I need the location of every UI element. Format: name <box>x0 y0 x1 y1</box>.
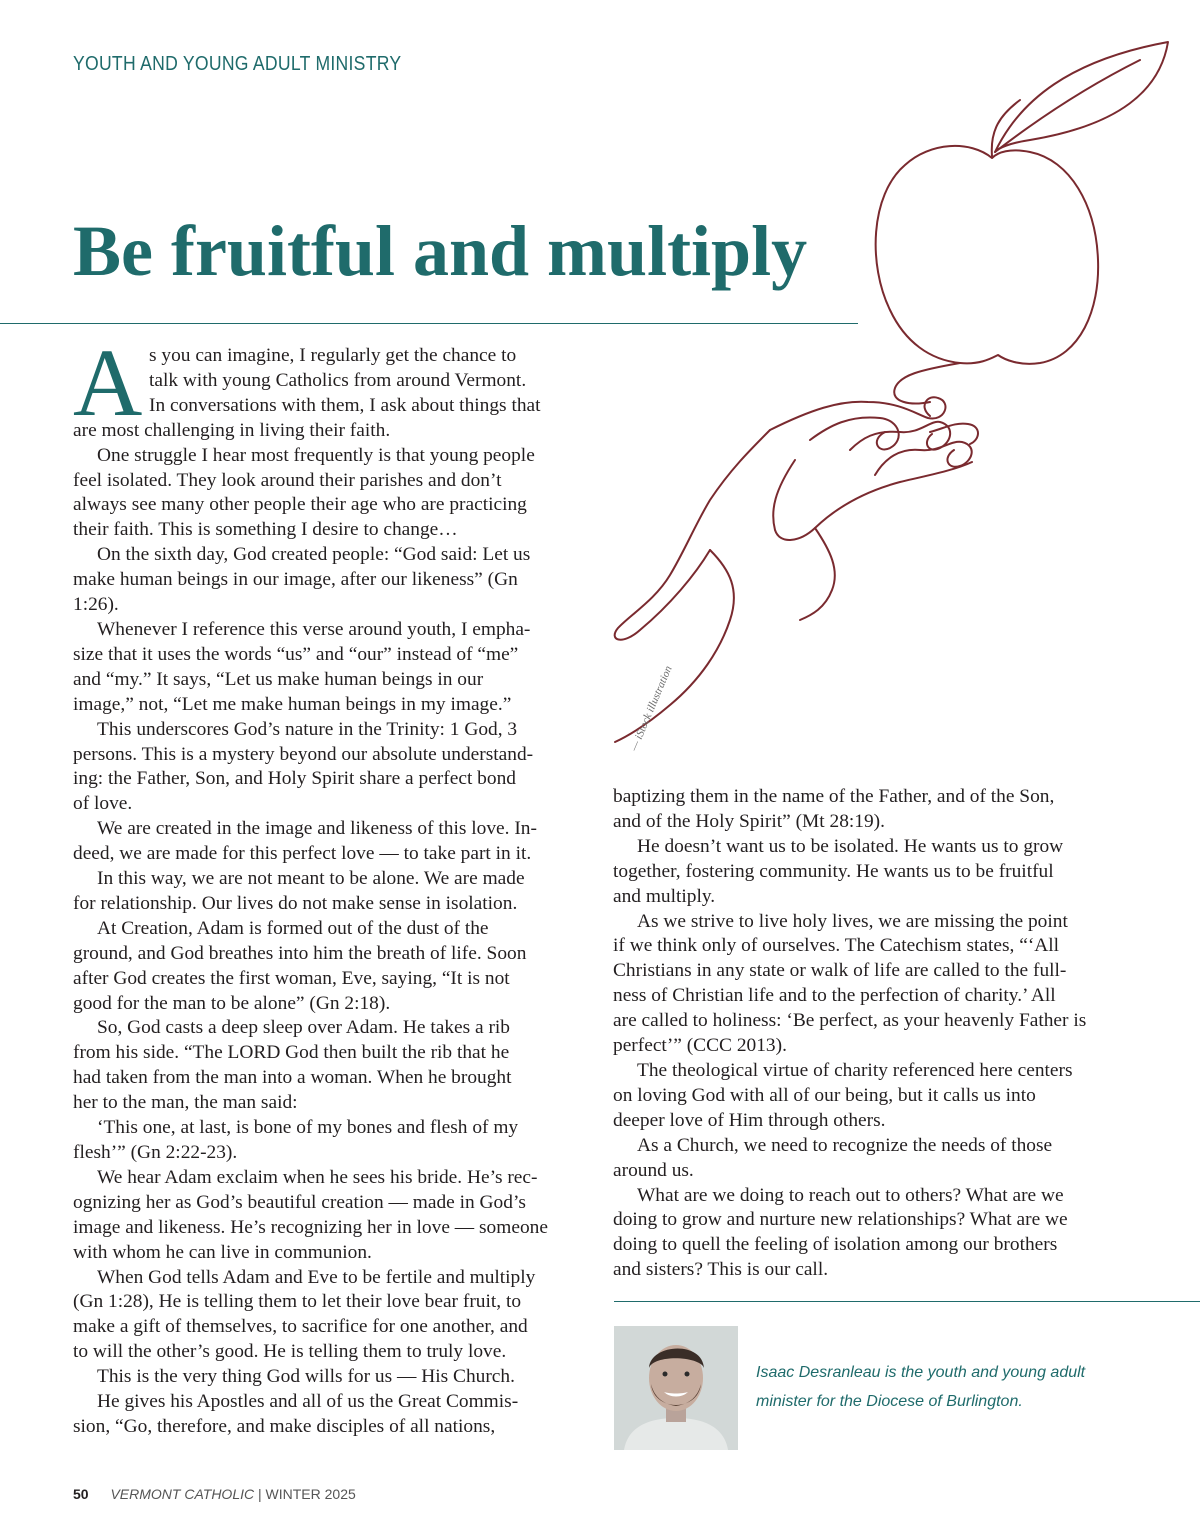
body-line: The theological virtue of charity referenced here centers <box>637 1059 1073 1081</box>
body-line: to will the other’s good. He is telling them to truly love. <box>73 1341 507 1363</box>
article-column-left <box>73 329 593 1440</box>
body-line: around us. <box>613 1159 694 1181</box>
body-line: As we strive to live holy lives, we are missing the point <box>637 910 1068 932</box>
author-bio-line: minister for the Diocese of Burlington. <box>756 1393 1023 1410</box>
bio-divider <box>614 1301 1200 1302</box>
body-line: This underscores God’s nature in the Trinity: 1 God, 3 <box>97 718 518 740</box>
body-line: good for the man to be alone” (Gn 2:18). <box>73 992 391 1014</box>
body-line: if we think only of ourselves. The Catechism states, “‘All <box>613 935 1060 957</box>
body-line: talk with young Catholics from around Vermont. <box>149 369 527 391</box>
body-line: size that it uses the words “us” and “our” instead of “me” <box>73 643 519 665</box>
body-line: ‘This one, at last, is bone of my bones and flesh of my <box>97 1117 519 1139</box>
body-line: In this way, we are not meant to be alone. We are made <box>97 868 525 890</box>
body-line: and sisters? This is our call. <box>613 1259 829 1281</box>
body-line: (Gn 1:28), He is telling them to let their love bear fruit, to <box>73 1291 522 1313</box>
image-credit: — iStock illustration <box>628 664 675 753</box>
page-number: 50 <box>73 1486 89 1502</box>
body-line: ground, and God breathes into him the breath of life. Soon <box>73 942 527 964</box>
drop-cap: A <box>73 329 143 436</box>
page-footer <box>73 1486 356 1502</box>
apple-hand-illustration <box>600 30 1200 760</box>
body-line: He doesn’t want us to be isolated. He wants us to grow <box>637 835 1064 857</box>
body-line: This is the very thing God wills for us — His Church. <box>97 1366 515 1388</box>
body-line: What are we doing to reach out to others? What are we <box>637 1184 1064 1206</box>
body-line: are most challenging in living their faith. <box>73 419 391 441</box>
body-line: and “my.” It says, “Let us make human beings in our <box>73 668 484 690</box>
body-line: ness of Christian life and to the perfection of charity.’ All <box>613 985 1056 1007</box>
body-line: At Creation, Adam is formed out of the dust of the <box>97 917 489 939</box>
publication-name: VERMONT CATHOLIC <box>110 1486 255 1502</box>
body-line: deed, we are made for this perfect love — to take part in it. <box>73 843 532 865</box>
author-bio <box>756 1358 1176 1416</box>
body-line: of love. <box>73 793 133 815</box>
body-line: We are created in the image and likeness of this love. In- <box>97 818 537 840</box>
body-line: One struggle I hear most frequently is that young people <box>97 444 535 466</box>
body-line: for relationship. Our lives do not make sense in isolation. <box>73 892 518 914</box>
body-line: from his side. “The LORD God then built the rib that he <box>73 1042 510 1064</box>
body-line: make a gift of themselves, to sacrifice for one another, and <box>73 1316 528 1338</box>
author-photo <box>614 1326 738 1450</box>
body-line: make human beings in our image, after our likeness” (Gn <box>73 569 518 591</box>
section-label: YOUTH AND YOUNG ADULT MINISTRY <box>73 53 402 75</box>
body-line: together, fostering community. He wants us to be fruitful <box>613 860 1054 882</box>
body-line: ing: the Father, Son, and Holy Spirit share a perfect bond <box>73 768 516 790</box>
body-line: ognizing her as God’s beautiful creation — made in God’s <box>73 1191 526 1213</box>
author-bio-line: Isaac Desranleau is the youth and young adult <box>756 1364 1086 1381</box>
body-line: On the sixth day, God created people: “God said: Let us <box>97 544 531 566</box>
body-line: after God creates the first woman, Eve, saying, “It is not <box>73 967 510 989</box>
page-title: Be fruitful and multiply <box>73 211 808 291</box>
article-column-right <box>613 785 1133 1283</box>
body-line: Whenever I reference this verse around youth, I empha- <box>97 618 531 640</box>
body-line: We hear Adam exclaim when he sees his bride. He’s rec- <box>97 1166 538 1188</box>
body-line: As a Church, we need to recognize the needs of those <box>637 1134 1053 1156</box>
body-line: doing to grow and nurture new relationships? What are we <box>613 1209 1068 1231</box>
body-line: are called to holiness: ‘Be perfect, as your heavenly Father is <box>613 1010 1087 1032</box>
body-line: Christians in any state or walk of life are called to the full- <box>613 960 1067 982</box>
body-line: had taken from the man into a woman. When he brought <box>73 1067 512 1089</box>
body-line: sion, “Go, therefore, and make disciples of all nations, <box>73 1415 496 1437</box>
footer-separator: | <box>258 1486 262 1502</box>
body-line: In conversations with them, I ask about things that <box>149 394 541 416</box>
body-line: and of the Holy Spirit” (Mt 28:19). <box>613 810 885 832</box>
body-line: always see many other people their age who are practicing <box>73 494 527 516</box>
body-line: feel isolated. They look around their parishes and don’t <box>73 469 502 491</box>
body-line: persons. This is a mystery beyond our absolute understand- <box>73 743 534 765</box>
issue-label: WINTER 2025 <box>265 1486 356 1502</box>
body-line: image and likeness. He’s recognizing her in love — someone <box>73 1216 548 1238</box>
body-line: When God tells Adam and Eve to be fertile and multiply <box>97 1266 536 1288</box>
body-line: perfect’” (CCC 2013). <box>613 1035 787 1057</box>
body-line: on loving God with all of our being, but it calls us into <box>613 1084 1036 1106</box>
body-line: He gives his Apostles and all of us the Great Commis- <box>97 1391 519 1413</box>
body-line: with whom he can live in communion. <box>73 1241 372 1263</box>
body-line: s you can imagine, I regularly get the chance to <box>149 345 517 366</box>
body-line: and multiply. <box>613 885 716 907</box>
body-line: doing to quell the feeling of isolation among our brothers <box>613 1234 1058 1256</box>
body-line: So, God casts a deep sleep over Adam. He takes a rib <box>97 1017 511 1039</box>
body-line: flesh’” (Gn 2:22-23). <box>73 1142 238 1163</box>
body-line: 1:26). <box>73 594 119 616</box>
body-line: baptizing them in the name of the Father, and of the Son, <box>613 786 1055 807</box>
body-line: her to the man, the man said: <box>73 1092 298 1114</box>
body-line: their faith. This is something I desire to change… <box>73 519 458 541</box>
body-line: deeper love of Him through others. <box>613 1109 886 1131</box>
body-line: image,” not, “Let me make human beings in my image.” <box>73 693 512 715</box>
